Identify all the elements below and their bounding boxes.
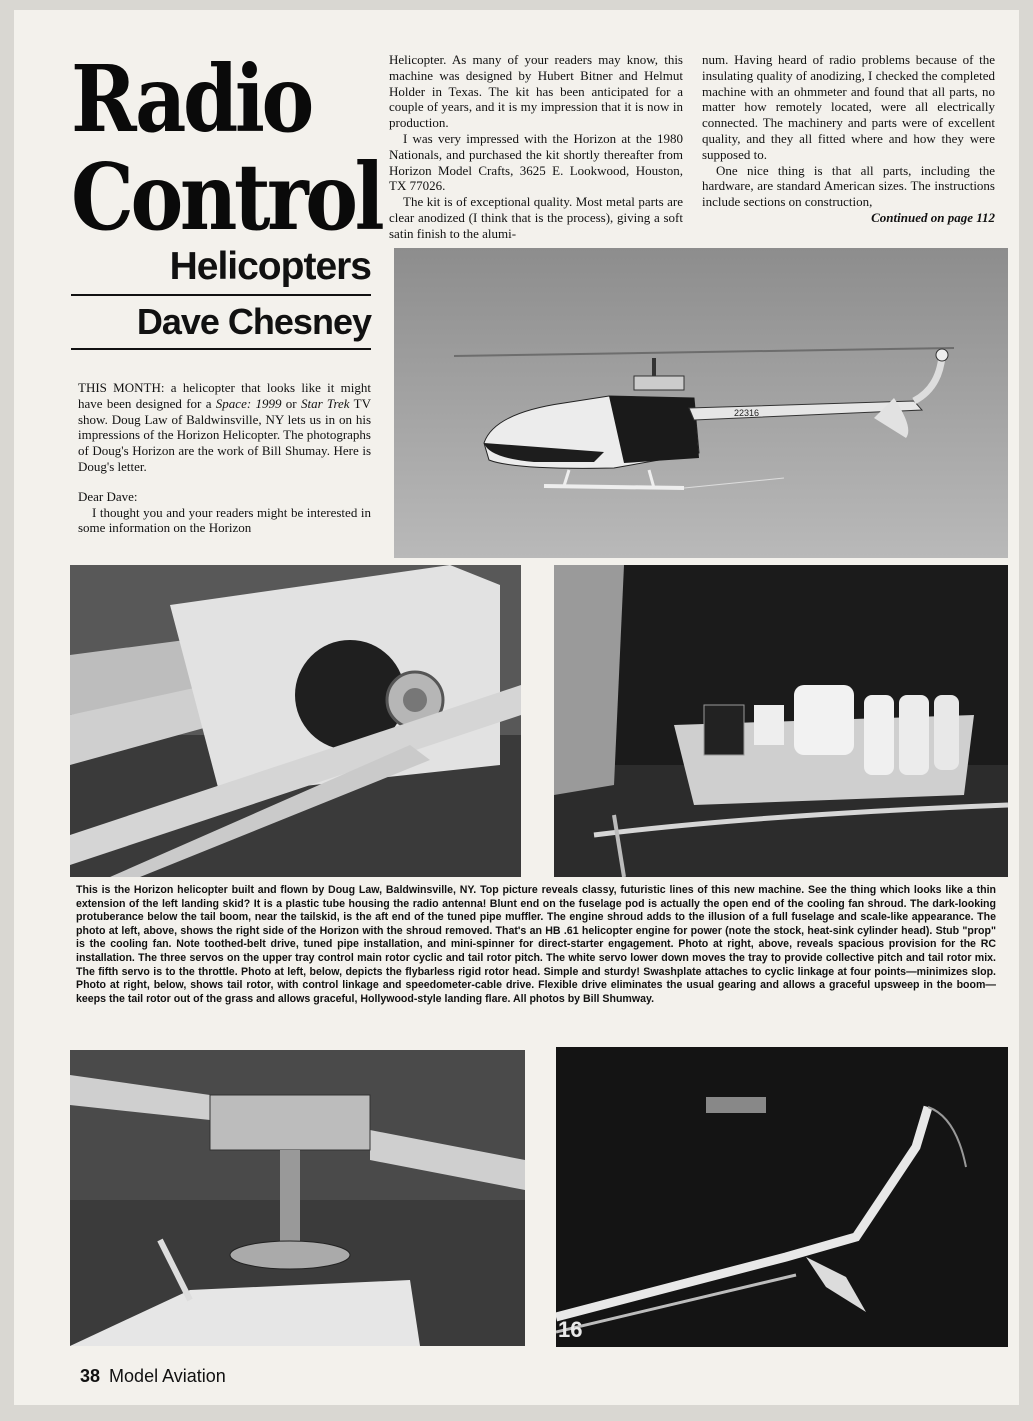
photo-caption: This is the Horizon helicopter built and flown by Doug Law, Baldwinsville, NY. Top picture reveals classy, futuristic lines of this new machine. See the thing which looks like a thin extension of the left landing skid? It is a plastic tube housing the radio antenna! Blunt end on the fuselage pod is actually the open end of the cooling fan shroud. The dark-looking protuberance below the tail boom, near the tailskid, is the aft end of the tuned pipe muffler. The engine shroud adds to the illusion of a full fuselage and scale-like appearance. The photo at left, above, shows the right side of the Horizon with the shroud removed. That's an HB .61 helicopter engine for power (note the stock, heat-sink cylinder head). Stub "prop" is the cooling fan. Note toothed-belt drive, tuned pipe installation, and mini-spinner for direct-starter engagement. Photo at right, above, reveals spacious provision for the RC installation. The three servos on the upper tray control main rotor cyclic and tail rotor pitch. The white servo lower down moves the tray to provide collective pitch and tail rotor mix. The fifth servo is to the throttle. Photo at left, below, depicts the flybarless rigid rotor head. Simple and sturdy! Swashplate attaches to cyclic linkage at four points—minimizes slop. Photo at right, below, shows tail rotor, with control linkage and speedometer-cable drive. Flexible drive eliminates the usual gearing and allows a graceful upsweep in the boom—keeps the tail rotor out of the grass and allows graceful, Hollywood-style landing flare. All photos by Bill Shumway. xyxy=(76,884,996,1005)
masthead-rule-bottom xyxy=(71,348,371,350)
photo-helicopter-in-flight xyxy=(394,248,1008,558)
intro-column xyxy=(78,380,371,536)
article-column-2 xyxy=(389,52,683,242)
masthead-control: Control xyxy=(71,143,382,251)
tail-number-partial: 16 xyxy=(558,1317,583,1342)
author-byline: Dave Chesney xyxy=(136,301,371,342)
article-paragraph: Helicopter. As many of your readers may know, this machine was designed by Hubert Bitner and Helmut Holder in Texas. The kit has been anticipated for a couple of years, and it is my impression that it is now in production. xyxy=(389,52,683,131)
article-paragraph: One nice thing is that all parts, including the hardware, are standard American sizes. The instructions include sections on construction, xyxy=(702,162,995,210)
article-column-3 xyxy=(702,52,995,226)
masthead-rule xyxy=(71,294,371,296)
page-number: 38 xyxy=(80,1366,101,1386)
article-paragraph: The kit is of exceptional quality. Most metal parts are clear anodized (I think that is the process), giving a soft satin finish to the alumi- xyxy=(389,194,683,241)
photo-rotor-head xyxy=(70,1050,525,1346)
photo-engine xyxy=(70,565,521,877)
article-paragraph: num. Having heard of radio problems because of the insulating quality of anodizing, I checked the completed machine with an ohmmeter and found that all parts, no matter how remotely located, were all electrically connected. The machinery and parts were of excellent quality, and they all fitted where and how they were supposed to. xyxy=(702,52,995,162)
photo-rc-installation xyxy=(554,565,1008,877)
column-masthead xyxy=(71,45,382,350)
masthead-radio: Radio xyxy=(71,45,311,153)
letter-salutation: Dear Dave: xyxy=(78,488,138,504)
letter-paragraph: I thought you and your readers might be interested in some information on the Horizon xyxy=(78,504,371,536)
masthead-subtitle: Helicopters xyxy=(169,245,371,288)
intro-paragraph: THIS MONTH: a helicopter that looks like it might have been designed for a Space: 1999 or Star Trek TV show. Doug Law of Baldwinsville, NY lets us in on his impressions of the Horizon Helicopter. The photographs of Doug's Horizon are the work of Bill Shumay. Here is Doug's letter. xyxy=(78,380,371,474)
article-paragraph: I was very impressed with the Horizon at the 1980 Nationals, and purchased the kit shortly thereafter from Horizon Model Crafts, 3625 E. Lookwood, Houston, TX 77026. xyxy=(389,130,683,194)
magazine-page xyxy=(14,10,1019,1405)
photo-tail-rotor xyxy=(556,1047,1008,1347)
page-footer xyxy=(80,1366,226,1387)
continued-note: Continued on page 112 xyxy=(871,209,995,225)
publication-name: Model Aviation xyxy=(109,1366,226,1386)
tail-number: 22316 xyxy=(734,408,760,418)
